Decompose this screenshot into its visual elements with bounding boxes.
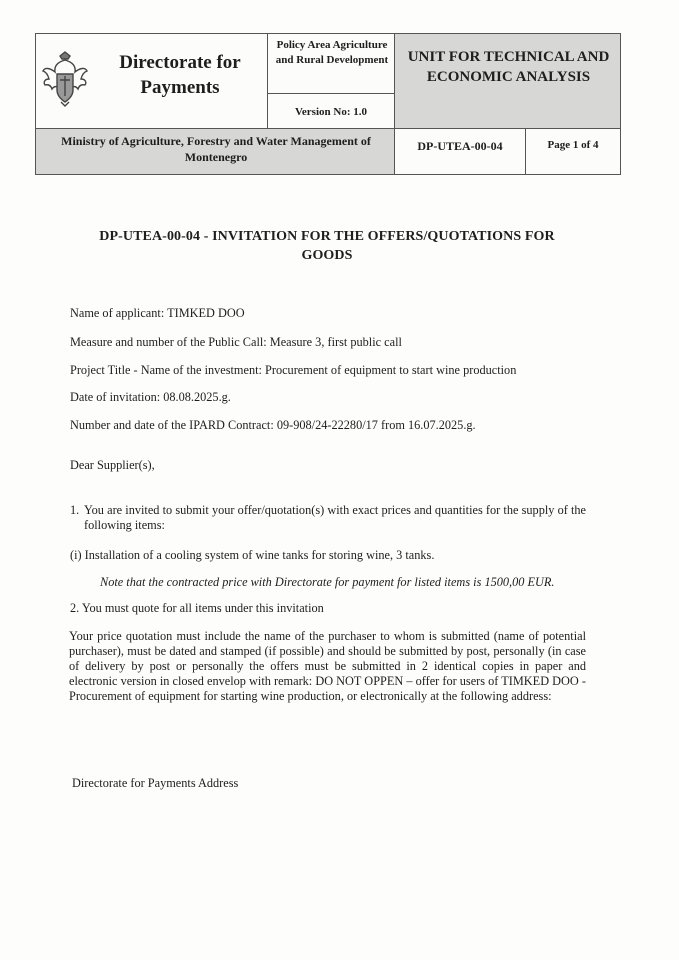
version-number: Version No: 1.0 [294, 106, 367, 118]
doc-code: DP-UTEA-00-04 [417, 139, 503, 153]
page-number-cell [525, 128, 621, 175]
policy-area-cell [267, 33, 395, 94]
page-number: Page 1 of 4 [547, 139, 599, 151]
unit-cell [394, 33, 621, 129]
document-title: DP-UTEA-00-04 - INVITATION FOR THE OFFERS/QUOTATIONS FOR GOODS [99, 229, 555, 263]
item-1-text: You are invited to submit your offer/quotation(s) with exact prices and quantities for the supply of the following items: [84, 503, 586, 532]
ministry-cell [35, 128, 395, 175]
project-field: Project Title - Name of the investment: Procurement of equipment to start wine production [70, 363, 517, 377]
item-2: 2. You must quote for all items under this invitation [70, 601, 324, 615]
measure-field: Measure and number of the Public Call: Measure 3, first public call [70, 335, 402, 349]
policy-area: Policy Area Agriculture and Rural Development [275, 39, 389, 66]
ministry-name: Ministry of Agriculture, Forestry and Water Management of Montenegro [61, 134, 371, 164]
doc-code-cell [394, 128, 526, 175]
directorate-cell [35, 33, 268, 129]
date-field: Date of invitation: 08.08.2025.g. [70, 390, 231, 404]
address-label: Directorate for Payments Address [72, 776, 239, 790]
version-cell [267, 93, 395, 129]
contract-field: Number and date of the IPARD Contract: 09-908/24-22280/17 from 16.07.2025.g. [70, 418, 476, 432]
price-note: Note that the contracted price with Directorate for payment for listed items is 1500,00 EUR. [100, 575, 555, 589]
header-table [35, 33, 621, 175]
applicant-field: Name of applicant: TIMKED DOO [70, 306, 245, 320]
coat-of-arms-icon [40, 50, 90, 108]
instructions-paragraph: Your price quotation must include the name of the purchaser to whom is submitted (name of potential purchaser), must be dated and stamped (if possible) and should be submitted by post, personally (in case of delivery by post or personally the offers must be submitted in 2 identical copies in paper and electronic version in closed envelop with remark: DO NOT OPPEN – offer for users of TIMKED DOO - Procurement of equipment for starting wine production, or electronically at the following address: [69, 629, 586, 703]
directorate-title: Directorate for Payments [119, 52, 241, 98]
item-1-number: 1. [70, 503, 80, 517]
greeting: Dear Supplier(s), [70, 458, 155, 472]
unit-title: UNIT FOR TECHNICAL AND ECONOMIC ANALYSIS [407, 49, 610, 85]
sub-item: (i) Installation of a cooling system of wine tanks for storing wine, 3 tanks. [70, 548, 435, 562]
